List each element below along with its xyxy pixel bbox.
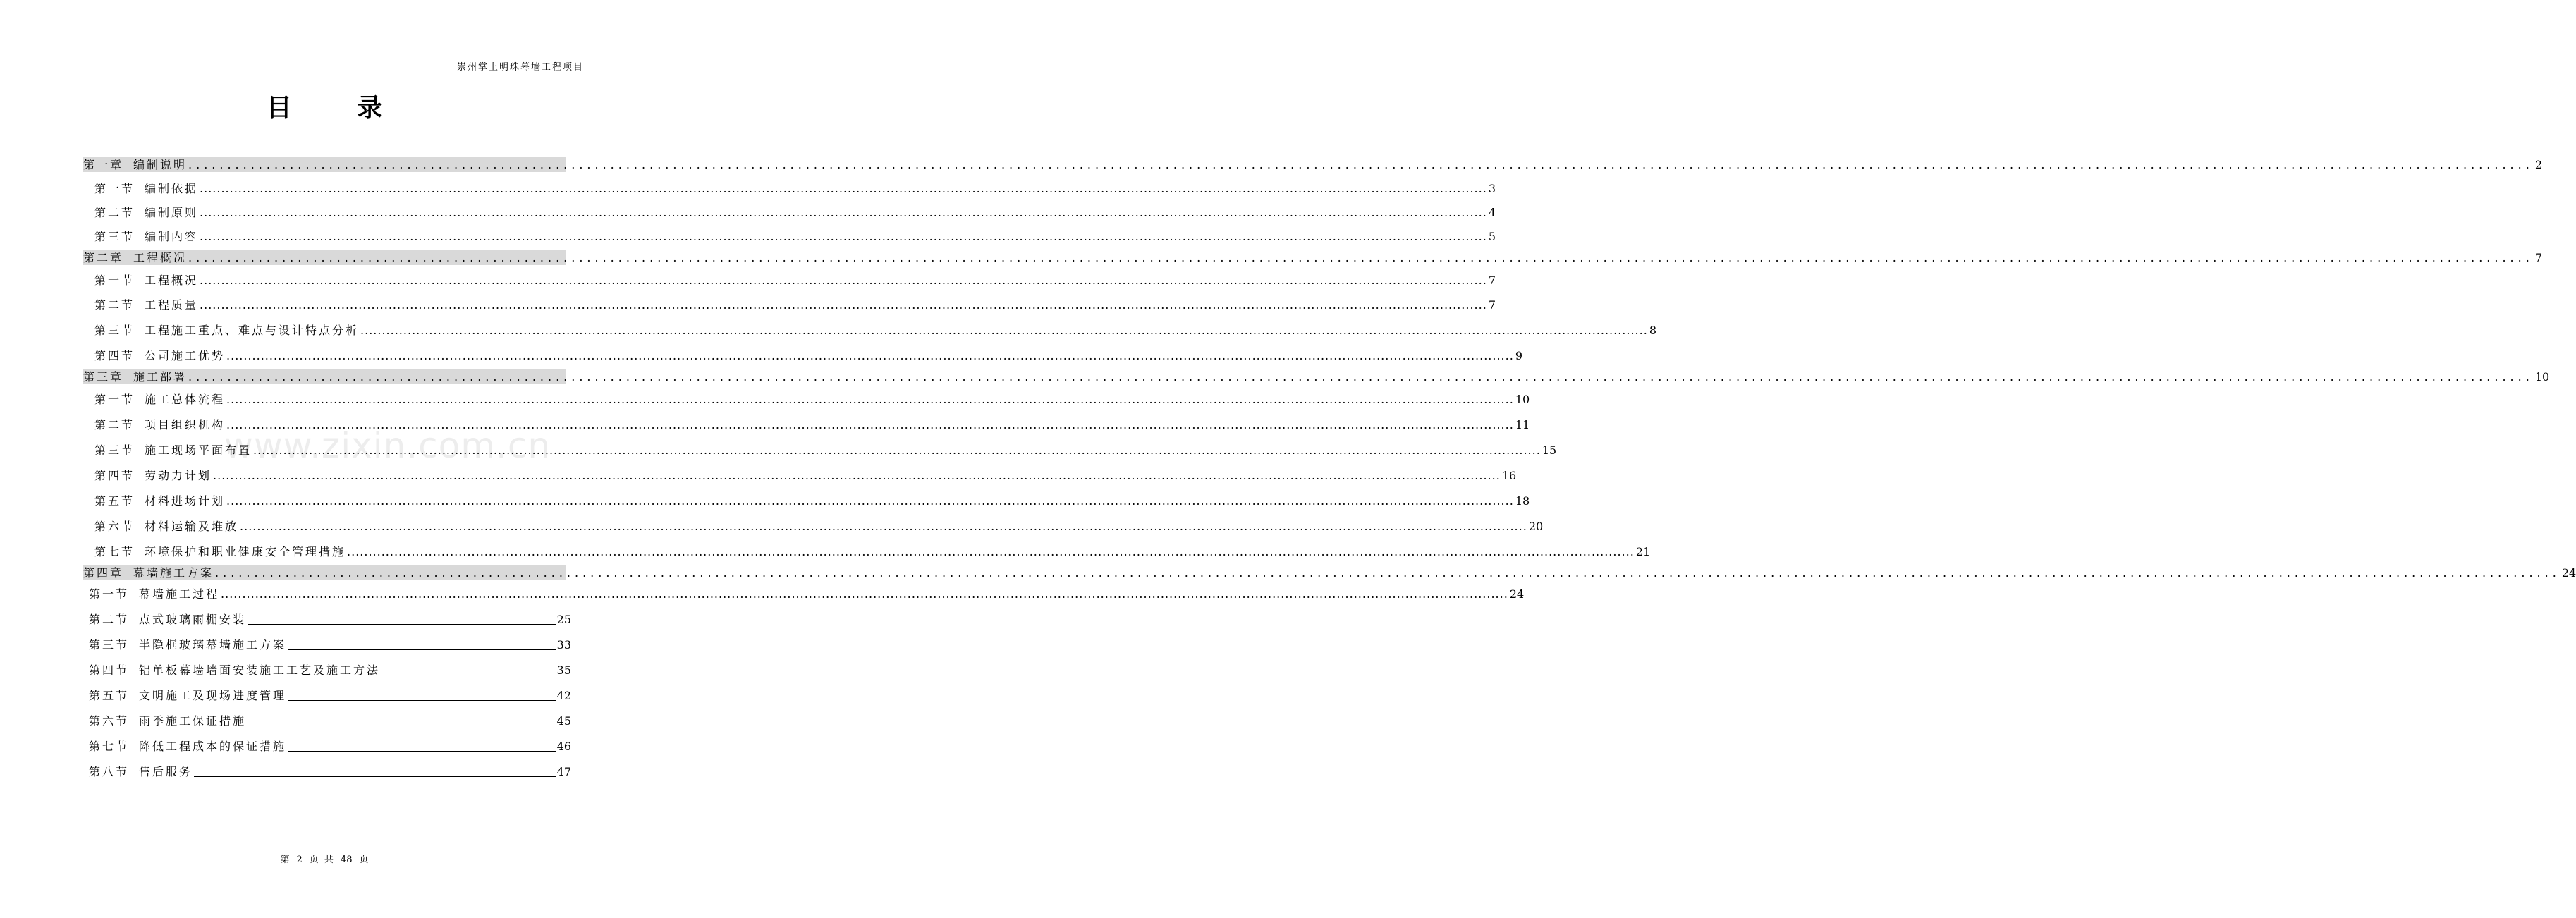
toc-section-row[interactable]: [94, 417, 1530, 432]
toc-entry-number: 第四节: [94, 469, 135, 482]
toc-section-row[interactable]: [89, 586, 1525, 601]
toc-entry-label: [94, 520, 238, 534]
toc-leader-line: [288, 638, 556, 650]
toc-leader-dots: ............................................................................................................................................................................................................................................................................................................: [226, 494, 1514, 508]
toc-entry-number: 第二节: [94, 418, 135, 432]
toc-entry-label: [94, 298, 198, 312]
toc-section-row[interactable]: [94, 180, 1496, 196]
toc-page-number: 5: [1488, 230, 1496, 243]
toc-page-number: 7: [1488, 298, 1496, 312]
toc-entry-title: 施工现场平面布置: [145, 443, 252, 457]
toc-leader-dots: ............................................................................................................................................................................................................................................................................................................: [188, 251, 2534, 264]
toc-entry-title: 铝单板幕墙墙面安装施工工艺及施工方法: [139, 663, 381, 677]
toc-leader-dots: ............................................................................................................................................................................................................................................................................................................: [200, 182, 1487, 195]
toc-leader-dots: ............................................................................................................................................................................................................................................................................................................: [188, 370, 2534, 384]
toc-section-row[interactable]: [94, 297, 1496, 312]
toc-section-row[interactable]: [89, 637, 571, 652]
toc-entry-number: 第八节: [89, 765, 130, 778]
toc-entry-number: 第四节: [89, 663, 130, 677]
toc-leader-dots: ............................................................................................................................................................................................................................................................................................................: [226, 349, 1514, 362]
toc-entry-number: 第三节: [89, 638, 130, 651]
toc-page-number: 45: [556, 714, 571, 728]
toc-entry-number: 第六节: [94, 520, 135, 533]
toc-page-number: 3: [1488, 182, 1496, 195]
toc-entry-label: [83, 158, 187, 172]
toc-page-number: 46: [556, 740, 571, 753]
toc-entry-label: [94, 443, 252, 458]
toc-leader-line: [288, 740, 556, 752]
toc-page-number: 24: [1509, 587, 1525, 601]
toc-entry-label: [94, 206, 198, 220]
toc-entry-number: 第一节: [89, 587, 130, 601]
toc-section-row[interactable]: [89, 687, 571, 703]
toc-entry-number: 第二节: [89, 613, 130, 626]
toc-entry-title: 编制原则: [145, 206, 199, 219]
toc-entry-label: [94, 494, 225, 508]
footer-page-number: 2: [296, 855, 303, 865]
toc-entry-label: [94, 545, 346, 559]
toc-entry-number: 第五节: [94, 494, 135, 508]
toc-page-number: 24: [2561, 566, 2576, 580]
toc-leader-dots: ............................................................................................................................................................................................................................................................................................................: [215, 566, 2560, 580]
toc-section-row[interactable]: [94, 348, 1522, 363]
toc-chapter-row[interactable]: [83, 157, 2542, 172]
toc-section-row[interactable]: [94, 467, 1517, 483]
toc-chapter-row[interactable]: [83, 565, 2576, 580]
toc-entry-number: 第七节: [94, 545, 135, 558]
toc-entry-label: [94, 393, 225, 407]
toc-section-row[interactable]: [94, 272, 1496, 288]
toc-entry-title: 材料进场计划: [145, 494, 226, 508]
toc-entry-title: 售后服务: [139, 765, 193, 778]
toc-page-number: 33: [556, 638, 571, 651]
toc-page-number: 10: [2534, 370, 2550, 384]
toc-entry-title: 项目组织机构: [145, 418, 226, 432]
toc-entry-title: 幕墙施工方案: [133, 566, 214, 580]
toc-section-row[interactable]: [94, 204, 1496, 220]
toc-entry-number: 第七节: [89, 740, 130, 753]
toc-entry-title: 编制说明: [133, 158, 188, 171]
footer-suffix: 页: [359, 855, 369, 865]
toc-entry-label: [83, 370, 187, 384]
toc-entry-number: 第二节: [94, 206, 135, 219]
toc-entry-label: [83, 566, 214, 580]
toc-leader-line: [288, 689, 556, 701]
toc-entry-title: 点式玻璃雨棚安装: [139, 613, 247, 626]
toc-entry-title: 公司施工优势: [145, 349, 226, 362]
toc-page-number: 7: [2534, 251, 2542, 264]
toc-section-row[interactable]: [89, 662, 571, 678]
toc-entry-label: [94, 469, 212, 483]
toc-entry-title: 工程概况: [133, 251, 188, 264]
footer-total-pages: 48: [340, 855, 353, 865]
toc-entry-title: 环境保护和职业健康安全管理措施: [145, 545, 346, 558]
toc-page-number: 35: [556, 663, 571, 677]
toc-entry-label: [94, 418, 225, 432]
toc-section-row[interactable]: [89, 713, 571, 728]
toc-entry-title: 半隐框玻璃幕墙施工方案: [139, 638, 287, 651]
toc-section-row[interactable]: [89, 764, 571, 779]
toc-leader-dots: ............................................................................................................................................................................................................................................................................................................: [347, 545, 1635, 558]
toc-section-row[interactable]: [94, 442, 1557, 458]
toc-page-number: 4: [1488, 206, 1496, 219]
toc-page-number: 42: [556, 689, 571, 702]
toc-section-row[interactable]: [94, 228, 1496, 244]
toc-page-number: 11: [1515, 418, 1530, 432]
toc-section-row[interactable]: [94, 544, 1651, 559]
toc-entry-number: 第一节: [94, 274, 135, 287]
page-title: 目 录: [266, 93, 411, 123]
document-header: 崇州掌上明珠幕墙工程项目: [456, 62, 584, 73]
toc-page-number: 20: [1528, 520, 1544, 533]
toc-section-row[interactable]: [89, 611, 571, 627]
toc-entry-number: 第三节: [94, 324, 135, 337]
toc-leader-dots: ............................................................................................................................................................................................................................................................................................................: [226, 393, 1514, 406]
footer-mid: 页 共: [309, 855, 334, 865]
toc-entry-number: 第一章: [83, 158, 124, 171]
toc-chapter-row[interactable]: [83, 250, 2542, 265]
toc-entry-title: 材料运输及堆放: [145, 520, 239, 533]
toc-section-row[interactable]: [89, 738, 571, 754]
toc-entry-title: 劳动力计划: [145, 469, 212, 482]
toc-entry-number: 第一节: [94, 393, 135, 406]
toc-entry-number: 第四节: [94, 349, 135, 362]
toc-page-number: 7: [1488, 274, 1496, 287]
toc-page-number: 21: [1635, 545, 1651, 558]
watermark: www.zixin.com.cn: [224, 425, 551, 466]
toc-leader-dots: ............................................................................................................................................................................................................................................................................................................: [200, 206, 1487, 219]
toc-entry-label: [83, 251, 187, 265]
toc-section-row[interactable]: [94, 493, 1530, 508]
toc-page-number: 25: [556, 613, 571, 626]
toc-entry-number: 第六节: [89, 714, 130, 728]
toc-entry-number: 第二节: [94, 298, 135, 312]
toc-leader-dots: ............................................................................................................................................................................................................................................................................................................: [221, 587, 1508, 601]
toc-entry-label: [89, 663, 380, 678]
toc-page-number: 47: [556, 765, 571, 778]
toc-entry-label: [89, 689, 286, 703]
toc-leader-line: [248, 613, 556, 625]
toc-entry-number: 第四章: [83, 566, 124, 580]
toc-entry-label: [89, 740, 286, 754]
toc-entry-label: [89, 587, 219, 601]
toc-entry-title: 编制内容: [145, 230, 199, 243]
toc-section-row[interactable]: [94, 391, 1530, 407]
toc-entry-number: 第三节: [94, 443, 135, 457]
toc-entry-number: 第一节: [94, 182, 135, 195]
toc-page-number: 18: [1515, 494, 1530, 508]
toc-section-row[interactable]: [94, 322, 1656, 338]
toc-page-number: 9: [1515, 349, 1522, 362]
toc-page-number: 2: [2534, 158, 2542, 171]
toc-leader-line: [194, 765, 556, 777]
toc-page-number: 15: [1542, 443, 1557, 457]
toc-leader-dots: ............................................................................................................................................................................................................................................................................................................: [200, 274, 1487, 287]
toc-leader-dots: ............................................................................................................................................................................................................................................................................................................: [200, 230, 1487, 243]
toc-leader-dots: ............................................................................................................................................................................................................................................................................................................: [188, 158, 2534, 171]
toc-chapter-row[interactable]: [83, 369, 2550, 384]
toc-entry-title: 施工部署: [133, 370, 188, 384]
toc-section-row[interactable]: [94, 518, 1544, 534]
toc-entry-number: 第三章: [83, 370, 124, 384]
toc-entry-title: 工程施工重点、难点与设计特点分析: [145, 324, 360, 337]
toc-entry-label: [94, 274, 198, 288]
toc-entry-label: [94, 230, 198, 244]
toc-entry-label: [89, 714, 246, 728]
toc-entry-title: 幕墙施工过程: [139, 587, 220, 601]
toc-entry-title: 降低工程成本的保证措施: [139, 740, 287, 753]
toc-entry-label: [89, 638, 286, 652]
toc-entry-title: 编制依据: [145, 182, 199, 195]
footer-prefix: 第: [280, 855, 290, 865]
toc-entry-number: 第三节: [94, 230, 135, 243]
toc-entry-label: [89, 613, 246, 627]
toc-page-number: 8: [1649, 324, 1656, 337]
toc-entry-label: [94, 349, 225, 363]
page-footer: [0, 852, 649, 865]
toc-entry-title: 雨季施工保证措施: [139, 714, 247, 728]
toc-leader-dots: ............................................................................................................................................................................................................................................................................................................: [253, 443, 1541, 457]
toc-entry-title: 施工总体流程: [145, 393, 226, 406]
toc-leader-line: [381, 663, 556, 675]
toc-entry-number: 第二章: [83, 251, 124, 264]
toc-entry-title: 工程概况: [145, 274, 199, 287]
toc-entry-title: 文明施工及现场进度管理: [139, 689, 287, 702]
toc-leader-dots: ............................................................................................................................................................................................................................................................................................................: [200, 298, 1487, 312]
toc-entry-label: [89, 765, 193, 779]
toc-leader-dots: ............................................................................................................................................................................................................................................................................................................: [360, 324, 1648, 337]
toc-leader-dots: ............................................................................................................................................................................................................................................................................................................: [213, 469, 1501, 482]
toc-entry-label: [94, 324, 359, 338]
toc-leader-dots: ............................................................................................................................................................................................................................................................................................................: [240, 520, 1527, 533]
toc-page-number: 10: [1515, 393, 1530, 406]
toc-page-number: 16: [1501, 469, 1517, 482]
toc-entry-title: 工程质量: [145, 298, 199, 312]
toc-entry-number: 第五节: [89, 689, 130, 702]
toc-entry-label: [94, 182, 198, 196]
toc-leader-dots: ............................................................................................................................................................................................................................................................................................................: [226, 418, 1514, 432]
toc-leader-line: [248, 714, 556, 726]
